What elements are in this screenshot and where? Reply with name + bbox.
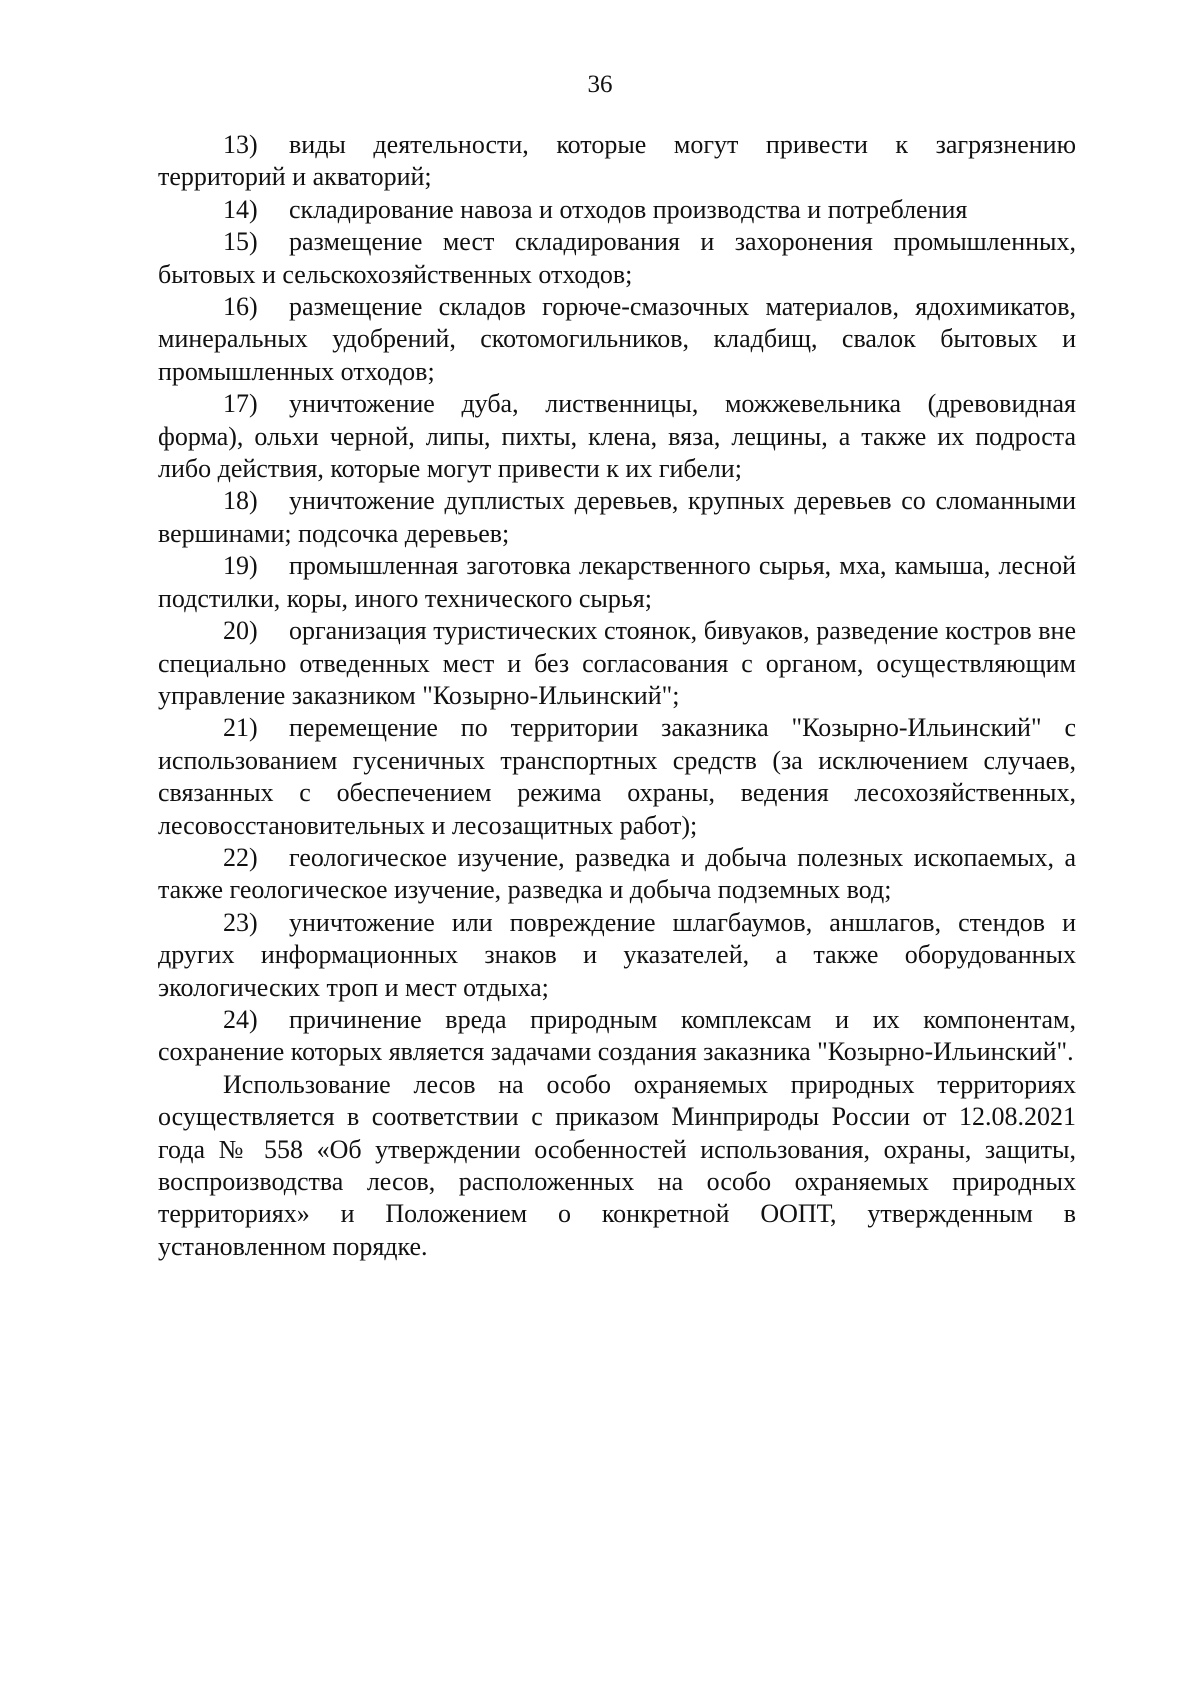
list-item-13 [158, 129, 1076, 194]
list-item-21 [158, 712, 1076, 842]
list-item-17 [158, 388, 1076, 485]
page-number: 36 [587, 71, 613, 98]
list-item-number: 22) [223, 842, 258, 872]
list-item-text: причинение вреда природным комплексам и их компонентам, сохранение которых является задачами создания заказника "Козырно-Ильинский". [158, 1004, 1076, 1067]
list-item-number: 24) [223, 1004, 258, 1034]
list-item-text: геологическое изучение, разведка и добыча полезных ископаемых, а также геологическое изучение, разведка и добыча подземных вод; [158, 842, 1076, 905]
list-item-14 [158, 194, 1076, 226]
list-item-23 [158, 907, 1076, 1004]
list-item-text: виды деятельности, которые могут привести к загрязнению территорий и акваторий; [158, 130, 1076, 192]
list-item-16 [158, 291, 1076, 388]
list-item-number: 16) [223, 292, 258, 322]
list-item-text: размещение мест складирования и захоронения промышленных, бытовых и сельскохозяйственных отходов; [158, 227, 1076, 289]
list-item-22 [158, 842, 1076, 907]
list-item-text: промышленная заготовка лекарственного сырья, мха, камыша, лесной подстилки, коры, иного технического сырья; [158, 551, 1076, 613]
list-item-number: 20) [223, 616, 258, 646]
document-body [158, 129, 1076, 1263]
list-item-text: уничтожение дуплистых деревьев, крупных деревьев со сломанными вершинами; подсочка деревьев; [158, 486, 1076, 548]
list-item-number: 19) [223, 551, 258, 581]
list-item-number: 15) [223, 227, 258, 257]
list-item-24 [158, 1004, 1076, 1069]
list-item-18 [158, 485, 1076, 550]
closing-paragraph: Использование лесов на особо охраняемых природных территориях осуществляется в соответствии с приказом Минприроды России от 12.08.2021 года № 558 «Об утверждении особенностей использования, охраны, защиты, воспроизводства лесов, расположенных на особо охраняемых природных территориях» и Положением о конкретной ООПТ, утвержденным в установленном порядке. [158, 1069, 1076, 1261]
list-item-20 [158, 615, 1076, 712]
list-item-number: 14) [223, 194, 258, 224]
list-item-text: размещение складов горюче-смазочных материалов, ядохимикатов, минеральных удобрений, скотомогильников, кладбищ, свалок бытовых и промышленных отходов; [158, 292, 1076, 386]
list-item-number: 17) [223, 389, 258, 419]
list-item-15 [158, 226, 1076, 291]
list-item-number: 18) [223, 486, 258, 516]
list-item-text: уничтожение дуба, лиственницы, можжевельника (древовидная форма), ольхи черной, липы, пихты, клена, вяза, лещины, а также их подроста либо действия, которые могут привести к их гибели; [158, 389, 1076, 484]
list-item-text: перемещение по территории заказника "Козырно-Ильинский" с использованием гусеничных транспортных средств (за исключением случаев, связанных с обеспечением режима охраны, ведения лесохозяйственных, лесовосстановительных и лесозащитных работ); [158, 713, 1076, 840]
list-item-text: складирование навоза и отходов производства и потребления [289, 194, 968, 224]
list-item-number: 13) [223, 130, 258, 159]
list-item-19 [158, 550, 1076, 615]
list-item-text: уничтожение или повреждение шлагбаумов, аншлагов, стендов и других информационных знаков и указателей, а также оборудованных экологических троп и мест отдыха; [158, 907, 1076, 1002]
list-item-number: 21) [223, 713, 258, 743]
list-item-number: 23) [223, 907, 258, 937]
list-item-text: организация туристических стоянок, бивуаков, разведение костров вне специально отведенных мест и без согласования с органом, осуществляющим управление заказником "Козырно-Ильинский"; [158, 616, 1076, 710]
